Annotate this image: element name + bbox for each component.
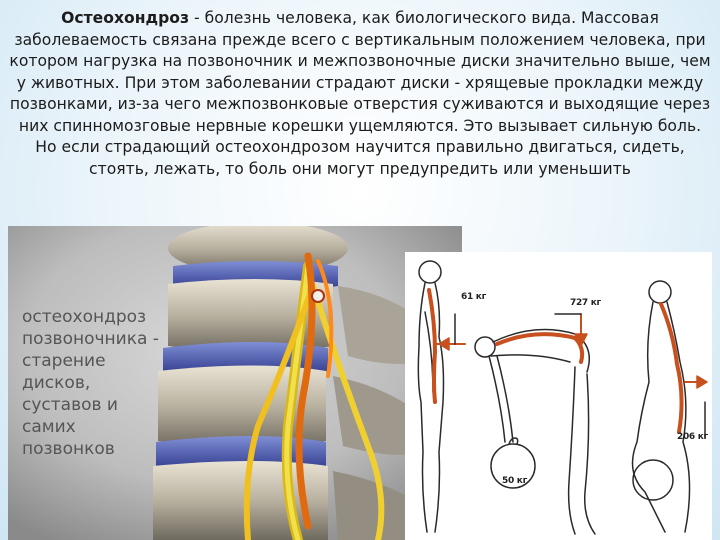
caption-line: позвонков [22, 439, 115, 459]
posture-figure [405, 252, 712, 540]
standing-figure [418, 261, 465, 532]
label-standing-weight: 61 кг [461, 292, 486, 302]
bending-figure [475, 314, 595, 534]
spine-caption [22, 306, 159, 460]
caption-line: позвоночника - [22, 329, 159, 349]
term-heading: Остеохондроз [61, 9, 190, 27]
caption-line: самих [22, 417, 76, 437]
squatting-figure [633, 281, 708, 532]
caption-line: дисков, [22, 373, 91, 393]
vertebrae [153, 226, 348, 540]
spine-image [8, 226, 462, 540]
posture-illustration [405, 252, 712, 540]
caption-line: остеохондроз [22, 307, 147, 327]
caption-line: суставов и [22, 395, 118, 415]
label-bending-weight: 727 кг [570, 298, 601, 308]
label-squatting-weight: 206 кг [677, 432, 708, 442]
label-lifted-weight: 50 кг [502, 476, 527, 486]
paragraph-body: - болезнь человека, как биологического вида. Массовая заболеваемость связана прежде всего с вертикальным положением человека, при котором нагрузка на позвоночник и межпозвоночные диски значительно выше, чем у животных. При этом заболевании страдают диски - хрящевые прокладки между позвонками, из-за чего межпозвонковые отверстия суживаются и выходящие через них спинномозговые нервные корешки ущемляются. Это вызывает сильную боль. Но если страдающий остеохондрозом научится правильно двигаться, сидеть, стоять, лежать, то боль они могут предупредить или уменьшить [9, 9, 711, 178]
caption-line: старение [22, 351, 106, 371]
main-paragraph [8, 8, 712, 180]
